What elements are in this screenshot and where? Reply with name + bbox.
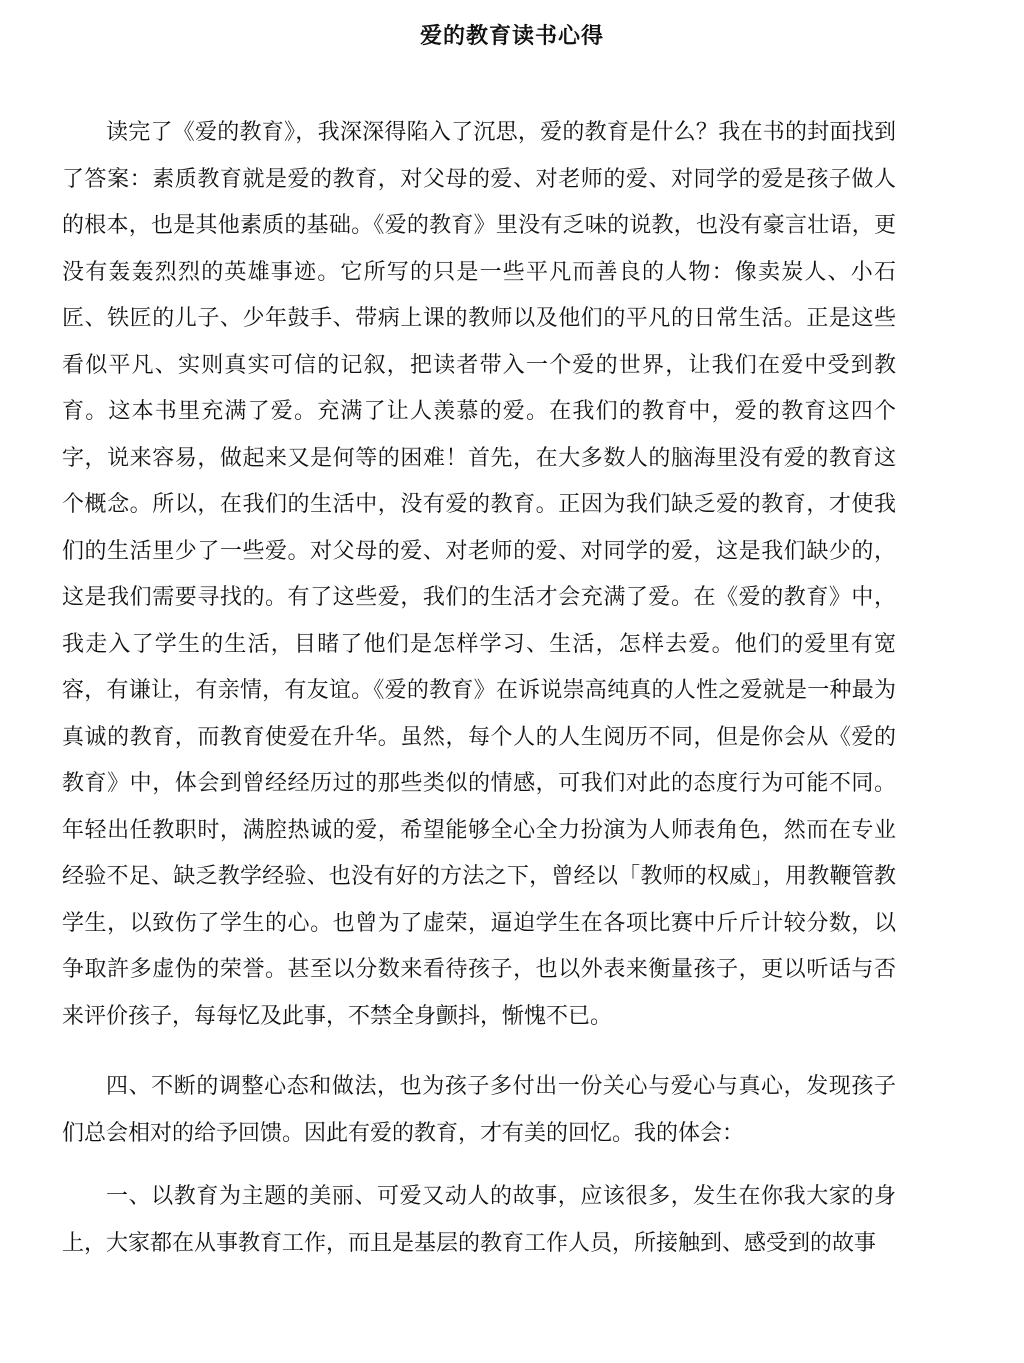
paragraph-2: 四、不断的调整心态和做法，也为孩子多付出一份关心与爱心与真心，发现孩子们总会相对的给予回馈。因此有爱的教育，才有美的回忆。我的体会： (62, 1074, 896, 1146)
paragraph-1: 读完了《爱的教育》，我深深得陷入了沉思，爱的教育是什么？我在书的封面找到了答案：素质教育就是爱的教育，对父母的爱、对老师的爱、对同学的爱是孩子做人的根本，也是其他素质的基础。《爱的教育》里没有乏味的说教，也没有豪言壮语，更没有轰轰烈烈的英雄事迹。它所写的只是一些平凡而善良的人物：像卖炭人、小石匠、铁匠的儿子、少年鼓手、带病上课的教师以及他们的平凡的日常生活。正是这些看似平凡、实则真实可信的记叙，把读者带入一个爱的世界，让我们在爱中受到教育。这本书里充满了爱。充满了让人羡慕的爱。在我们的教育中，爱的教育这四个字，说来容易，做起来又是何等的困难！首先，在大多数人的脑海里没有爱的教育这个概念。所以，在我们的生活中，没有爱的教育。正因为我们缺乏爱的教育，才使我们的生活里少了一些爱。对父母的爱、对老师的爱、对同学的爱，这是我们缺少的，这是我们需要寻找的。有了这些爱，我们的生活才会充满了爱。在《爱的教育》中，我走入了学生的生活，目睹了他们是怎样学习、生活，怎样去爱。他们的爱里有宽容，有谦让，有亲情，有友谊。《爱的教育》在诉说崇高纯真的人性之爱就是一种最为真诚的教育，而教育使爱在升华。虽然，每个人的人生阅历不同，但是你会从《爱的教育》中，体会到曾经经历过的那些类似的情感，可我们对此的态度行为可能不同。年轻出任教职时，满腔热诚的爱，希望能够全心全力扮演为人师表角色，然而在专业经验不足、缺乏教学经验、也没有好的方法之下，曾经以「教师的权威」，用教鞭管教学生，以致伤了学生的心。也曾为了虚荣，逼迫学生在各项比赛中斤斤计较分数，以争取許多虚伪的荣誉。甚至以分数来看待孩子，也以外表来衡量孩子，更以听话与否来评价孩子，每每忆及此事，不禁全身颤抖，惭愧不已。 (62, 120, 896, 1029)
paragraph-3: 一、以教育为主题的美丽、可爱又动人的故事，应该很多，发生在你我大家的身上，大家都在从事教育工作，而且是基层的教育工作人员，所接触到、感受到的故事 (62, 1184, 896, 1256)
document-title: 爱的教育读书心得 (419, 24, 604, 49)
